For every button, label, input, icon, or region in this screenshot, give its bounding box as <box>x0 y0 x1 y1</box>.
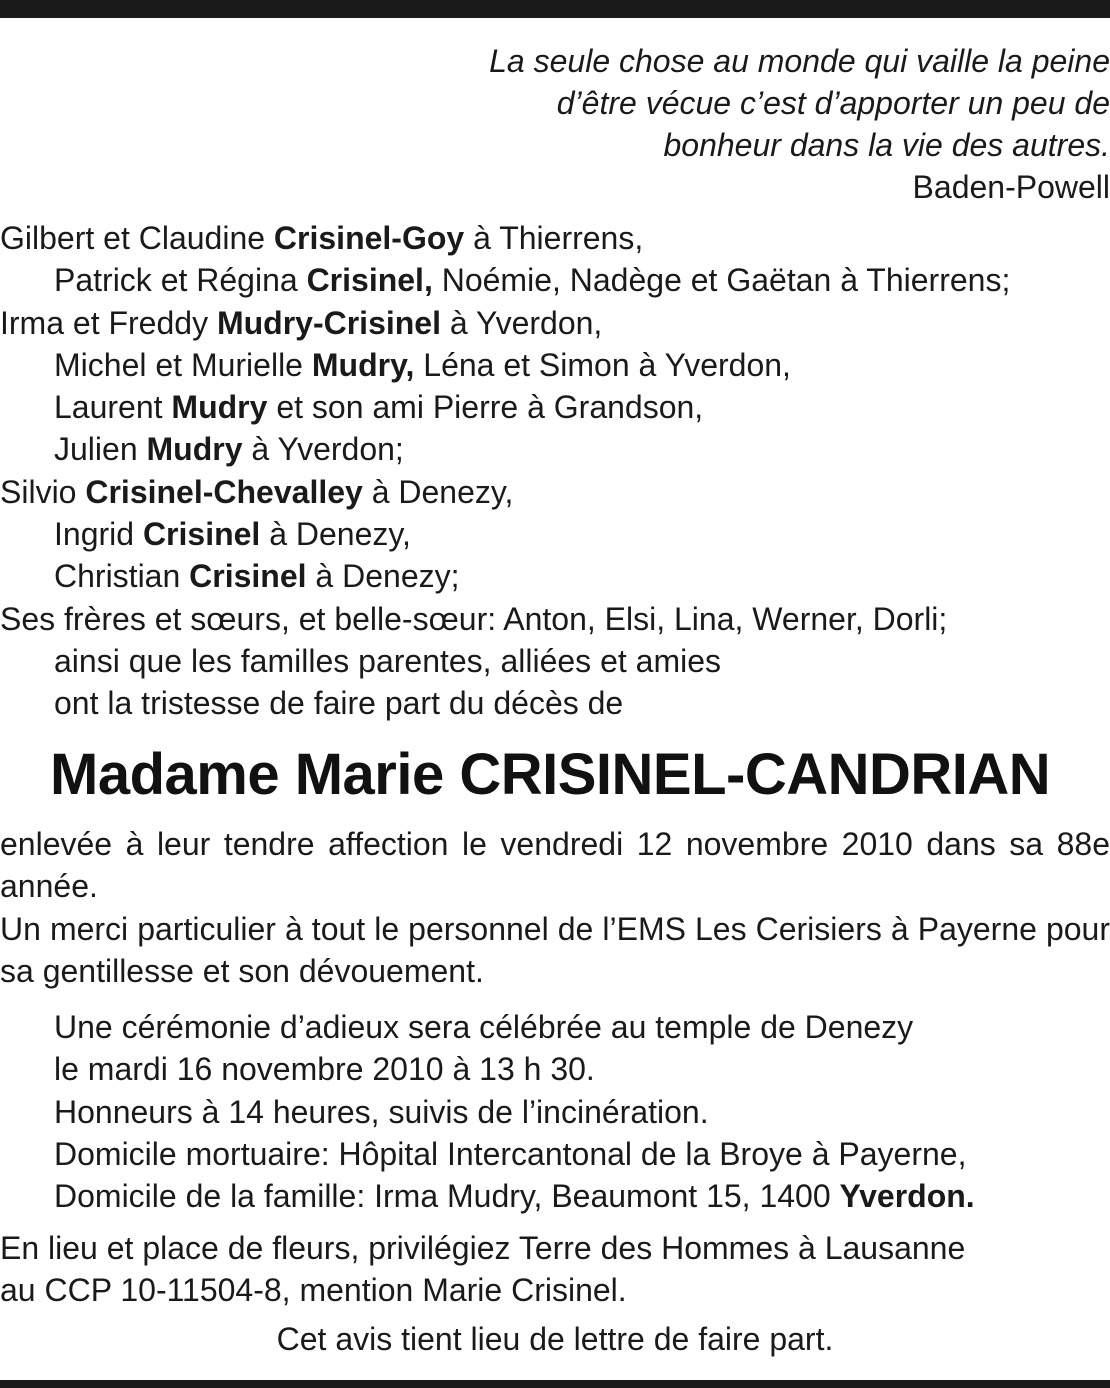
donation-line: au CCP 10-11504-8, mention Marie Crisinel. <box>0 1272 627 1309</box>
family-text: Michel et Murielle <box>54 346 312 383</box>
quote-line: bonheur dans la vie des autres. <box>663 127 1110 163</box>
family-line <box>0 259 1110 301</box>
family-line <box>0 302 1110 344</box>
top-rule <box>0 0 1110 18</box>
donation-note <box>0 1227 965 1312</box>
family-text: Laurent <box>54 389 172 426</box>
quote-author: Baden-Powell <box>912 169 1110 205</box>
family-surname: Mudry <box>146 431 243 468</box>
family-text: à Denezy, <box>260 516 411 553</box>
family-text: Silvio <box>0 473 86 510</box>
family-text: Gilbert et Claudine <box>0 220 274 256</box>
donation-line: En lieu et place de fleurs, privilégiez Terre des Hommes à Lausanne <box>0 1230 966 1266</box>
siblings-line: Ses frères et sœurs, et belle-sœur: Anton, Elsi, Lina, Werner, Dorli; <box>0 600 948 637</box>
family-surname: Crisinel <box>142 516 261 553</box>
family-text: à Thierrens, <box>464 220 644 256</box>
epigraph-quote <box>350 40 1110 208</box>
family-surname: Crisinel-Goy <box>273 220 465 256</box>
bottom-rule <box>0 1380 1110 1388</box>
family-line <box>0 513 1110 555</box>
family-address-city: Yverdon. <box>839 1178 975 1215</box>
family-text: Ingrid <box>54 516 143 553</box>
family-address <box>54 1175 975 1217</box>
family-text: Patrick et Régina <box>54 262 307 299</box>
family-text: à Denezy; <box>306 558 460 595</box>
family-line <box>0 471 1110 513</box>
family-line <box>0 386 1110 428</box>
ceremony-details <box>54 1006 975 1217</box>
family-address-text: Domicile de la famille: Irma Mudry, Beaumont 15, 1400 <box>54 1178 840 1215</box>
family-text: à Yverdon; <box>242 431 404 468</box>
family-text: Noémie, Nadège et Gaëtan à Thierrens; <box>432 262 1011 299</box>
honours-line: Honneurs à 14 heures, suivis de l’incinération. <box>54 1093 709 1130</box>
death-notice-text <box>0 823 1110 992</box>
ceremony-date: le mardi 16 novembre 2010 à 13 h 30. <box>54 1051 595 1088</box>
family-text: Irma et Freddy <box>0 304 217 341</box>
family-surname: Mudry <box>171 389 268 426</box>
family-line <box>0 344 1110 386</box>
family-line <box>0 217 1110 259</box>
family-text: à Denezy, <box>362 473 514 510</box>
family-list <box>0 217 1110 725</box>
deceased-name: Madame Marie CRISINEL-CANDRIAN <box>50 742 1051 807</box>
family-text: et son ami Pierre à Grandson, <box>267 389 704 426</box>
family-surname: Crisinel, <box>306 262 433 299</box>
family-surname: Crisinel-Chevalley <box>85 473 363 510</box>
mortuary-address: Domicile mortuaire: Hôpital Intercantonal de la Broye à Payerne, <box>54 1135 967 1172</box>
family-surname: Mudry, <box>311 346 415 383</box>
closing-line: Cet avis tient lieu de lettre de faire part. <box>276 1321 834 1357</box>
notice-paragraph: enlevée à leur tendre affection le vendredi 12 novembre 2010 dans sa 88e année. <box>0 826 1110 905</box>
family-surname: Crisinel <box>189 558 307 595</box>
ceremony-line: Une cérémonie d’adieux sera célébrée au temple de Denezy <box>54 1009 914 1045</box>
family-surname: Mudry-Crisinel <box>216 304 441 341</box>
family-text: Christian <box>54 558 190 595</box>
thanks-paragraph: Un merci particulier à tout le personnel de l’EMS Les Cerisiers à Payerne pour sa gentillesse et son dévouement. <box>0 910 1110 989</box>
quote-line: d’être vécue c’est d’apporter un peu de <box>556 85 1110 121</box>
quote-line: La seule chose au monde qui vaille la peine <box>489 43 1110 79</box>
family-line <box>0 555 1110 597</box>
family-line <box>0 428 1110 470</box>
family-text: à Yverdon, <box>440 304 603 341</box>
relatives-line: ainsi que les familles parentes, alliées et amies <box>54 642 721 679</box>
announcement-line: ont la tristesse de faire part du décès de <box>54 685 624 722</box>
family-text: Léna et Simon à Yverdon, <box>414 346 791 383</box>
family-text: Julien <box>54 431 147 468</box>
